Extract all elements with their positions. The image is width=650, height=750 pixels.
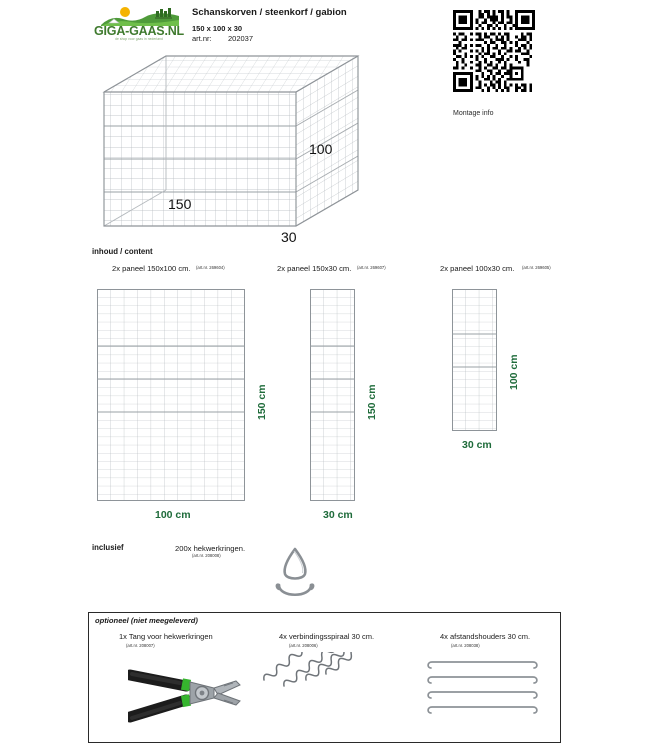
- panel-2-name: paneel 150x30 cm.: [287, 264, 352, 273]
- panel-3-qty: 2x: [440, 264, 449, 273]
- panel-1-dim-vertical: 150 cm: [256, 384, 268, 420]
- panel-3-dim-vertical: 100 cm: [508, 354, 520, 390]
- spacer-bar-illustration: [425, 658, 543, 718]
- mesh-panel-150x30: [310, 289, 355, 501]
- panel-3-name: paneel 100x30 cm.: [450, 264, 515, 273]
- product-dimensions: 150 x 100 x 30: [192, 24, 243, 33]
- logo-tagline: de shop voor gaas in nederland: [115, 37, 163, 41]
- optional-item-3-article: (art.nr. 208038): [451, 643, 480, 648]
- panel-1-article: (art.nr. 269604): [196, 265, 225, 270]
- optional-item-1-article: (art.nr. 208007): [126, 643, 155, 648]
- panel-1-dim-horizontal: 100 cm: [155, 509, 191, 521]
- gabion-dim-height: 100: [309, 141, 333, 157]
- qr-caption: Montage info: [453, 110, 494, 117]
- optional-item-2-article: (art.nr. 208006): [289, 643, 318, 648]
- mesh-panel-100x30: [452, 289, 497, 431]
- optional-heading: optioneel (niet meegeleverd): [95, 616, 198, 625]
- included-item-label: 200x hekwerkringen.: [175, 544, 246, 553]
- content-heading: inhoud / content: [92, 247, 153, 256]
- article-number-value: 202037: [228, 34, 254, 43]
- optional-item-1-label: 1x Tang voor hekwerkringen: [119, 632, 213, 641]
- gabion-dim-depth: 30: [281, 229, 297, 245]
- panel-3-article: (art.nr. 269605): [522, 265, 551, 270]
- panel-1-name: paneel 150x100 cm.: [122, 264, 191, 273]
- panel-2-label: [277, 264, 351, 273]
- optional-item-2-label: 4x verbindingsspiraal 30 cm.: [279, 632, 375, 641]
- panel-3-dim-horizontal: 30 cm: [462, 439, 492, 451]
- logo-landscape-icon: [101, 6, 179, 26]
- panel-2-qty: 2x: [277, 264, 286, 273]
- included-item-article: (art.nr. 208008): [192, 553, 221, 558]
- gabion-dim-width: 150: [168, 196, 192, 212]
- panel-3-label: [440, 264, 514, 273]
- panel-1-qty: 2x: [112, 264, 121, 273]
- giga-gaas-logo: [93, 6, 185, 44]
- logo-wordmark: GIGA-GAAS.NL: [94, 24, 184, 38]
- qr-code[interactable]: [453, 10, 535, 92]
- fence-ring-illustration: [265, 545, 325, 605]
- connection-spiral-illustration: [262, 652, 377, 744]
- panel-2-dim-vertical: 150 cm: [366, 384, 378, 420]
- included-heading: inclusief: [92, 543, 124, 552]
- article-number-label: art.nr:: [192, 34, 212, 43]
- pliers-illustration: [128, 655, 243, 743]
- panel-2-article: (art.nr. 269607): [357, 265, 386, 270]
- optional-item-3-label: 4x afstandshouders 30 cm.: [440, 632, 531, 641]
- panel-1-label: [112, 264, 191, 273]
- product-title: Schanskorven / steenkorf / gabion: [192, 7, 347, 18]
- panel-2-dim-horizontal: 30 cm: [323, 509, 353, 521]
- mesh-panel-150x100: [97, 289, 245, 501]
